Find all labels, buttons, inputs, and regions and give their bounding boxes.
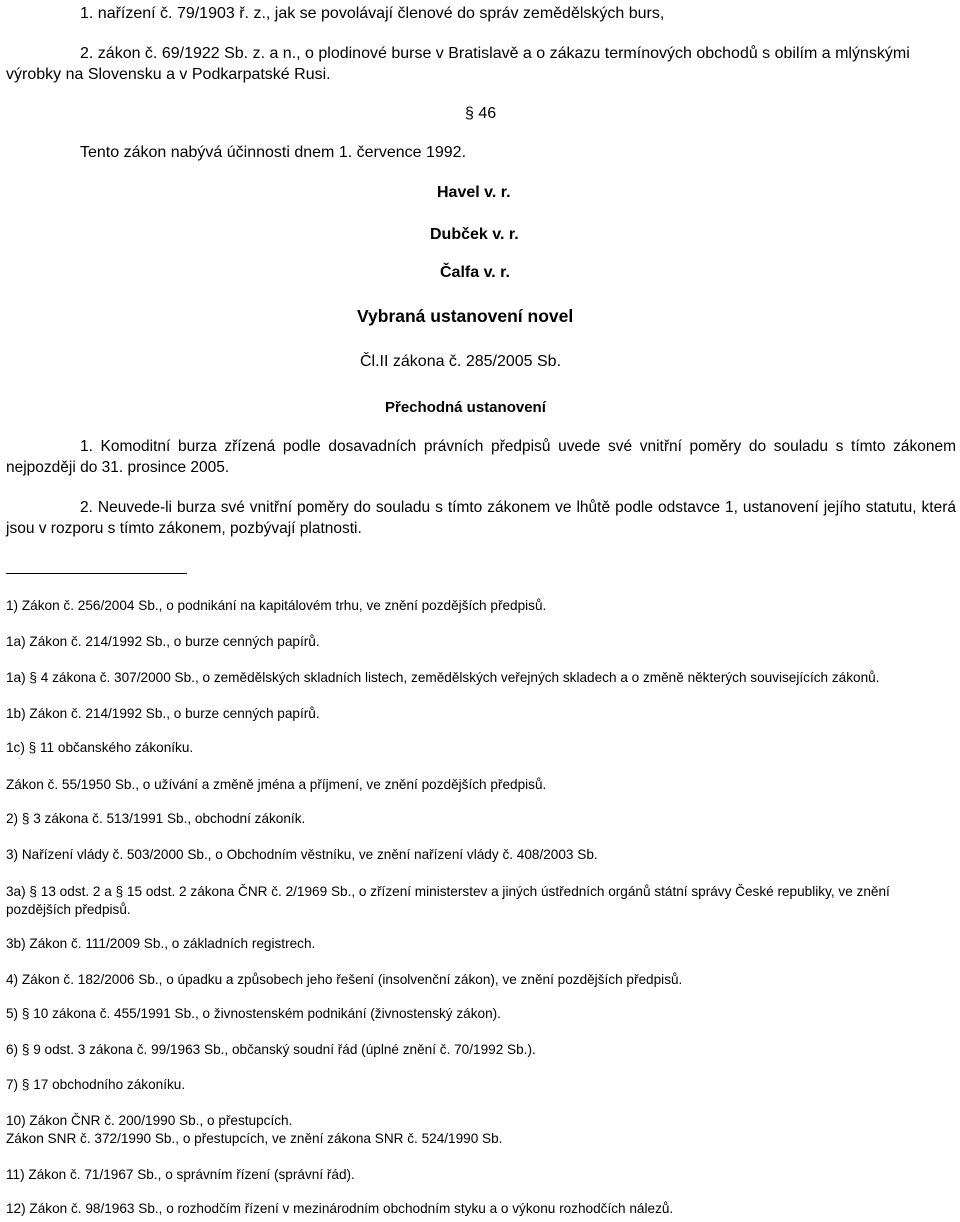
novel-article: Čl.II zákona č. 285/2005 Sb.	[360, 353, 562, 370]
footnote-5: 5) § 10 zákona č. 455/1991 Sb., o živnostenském podnikání (živnostenský zákon).	[6, 1006, 501, 1021]
footnote-7: 7) § 17 obchodního zákoníku.	[6, 1077, 186, 1092]
footnote-1c: 1c) § 11 občanského zákoníku.	[6, 740, 194, 755]
footnote-11: 11) Zákon č. 71/1967 Sb., o správním řízení (správní řád).	[6, 1167, 355, 1182]
transitional-paragraph-1: 1. Komoditní burza zřízená podle dosavadních právních předpisů uvede své vnitřní poměry do souladu s tímto zákonem nejpozději do 31. prosince 2005.	[6, 438, 956, 476]
footnote-2: 2) § 3 zákona č. 513/1991 Sb., obchodní zákoník.	[6, 811, 306, 826]
novel-heading: Vybraná ustanovení novel	[357, 306, 574, 326]
footnote-separator	[6, 573, 187, 574]
effect-clause: Tento zákon nabývá účinnosti dnem 1. července 1992.	[80, 144, 467, 161]
signature-havel: Havel v. r.	[437, 184, 511, 201]
footnote-1a-second: 1a) § 4 zákona č. 307/2000 Sb., o zemědělských skladních listech, zemědělských veřejných skladech a o změně některých souvisejících zákonů.	[6, 670, 880, 685]
footnote-zakon-55: Zákon č. 55/1950 Sb., o užívání a změně jména a příjmení, ve znění pozdějších předpisů.	[6, 777, 547, 792]
list-item-1: 1. nařízení č. 79/1903 ř. z., jak se povolávají členové do správ zemědělských burs,	[80, 5, 665, 22]
footnote-3: 3) Nařízení vlády č. 503/2000 Sb., o Obchodním věstníku, ve znění nařízení vlády č. 408/2003 Sb.	[6, 847, 598, 862]
footnote-zakon-snr: Zákon SNR č. 372/1990 Sb., o přestupcích, ve znění zákona SNR č. 524/1990 Sb.	[6, 1131, 503, 1146]
footnote-4: 4) Zákon č. 182/2006 Sb., o úpadku a způsobech jeho řešení (insolvenční zákon), ve znění pozdějších předpisů.	[6, 972, 683, 987]
list-item-2: 2. zákon č. 69/1922 Sb. z. a n., o plodinové burse v Bratislavě a o zákazu termínových obchodů s obilím a mlýnskými výrobky na Slovensku a v Podkarpatské Rusi.	[6, 45, 910, 83]
footnote-3a: 3a) § 13 odst. 2 a § 15 odst. 2 zákona ČNR č. 2/1969 Sb., o zřízení ministerstev a jiných ústředních orgánů státní správy České republiky, ve znění pozdějších předpisů.	[6, 884, 890, 917]
footnote-1a: 1a) Zákon č. 214/1992 Sb., o burze cenných papírů.	[6, 634, 320, 649]
signature-dubcek: Dubček v. r.	[430, 226, 519, 243]
section-heading: § 46	[465, 105, 497, 122]
footnote-1: 1) Zákon č. 256/2004 Sb., o podnikání na kapitálovém trhu, ve znění pozdějších předpisů.	[6, 598, 547, 613]
footnote-6: 6) § 9 odst. 3 zákona č. 99/1963 Sb., občanský soudní řád (úplné znění č. 70/1992 Sb.).	[6, 1042, 536, 1057]
transitional-paragraph-2: 2. Neuvede-li burza své vnitřní poměry do souladu s tímto zákonem ve lhůtě podle odstavce 1, ustanovení jejího statutu, která jsou v rozporu s tímto zákonem, pozbývají platnosti.	[6, 499, 956, 537]
footnote-1b: 1b) Zákon č. 214/1992 Sb., o burze cenných papírů.	[6, 706, 320, 721]
footnote-10: 10) Zákon ČNR č. 200/1990 Sb., o přestupcích.	[6, 1113, 293, 1128]
signature-calfa: Čalfa v. r.	[440, 264, 510, 281]
footnote-12: 12) Zákon č. 98/1963 Sb., o rozhodčím řízení v mezinárodním obchodním styku a o výkonu rozhodčích nálezů.	[6, 1201, 674, 1216]
footnote-3b: 3b) Zákon č. 111/2009 Sb., o základních registrech.	[6, 936, 316, 951]
transitional-heading: Přechodná ustanovení	[385, 399, 546, 416]
